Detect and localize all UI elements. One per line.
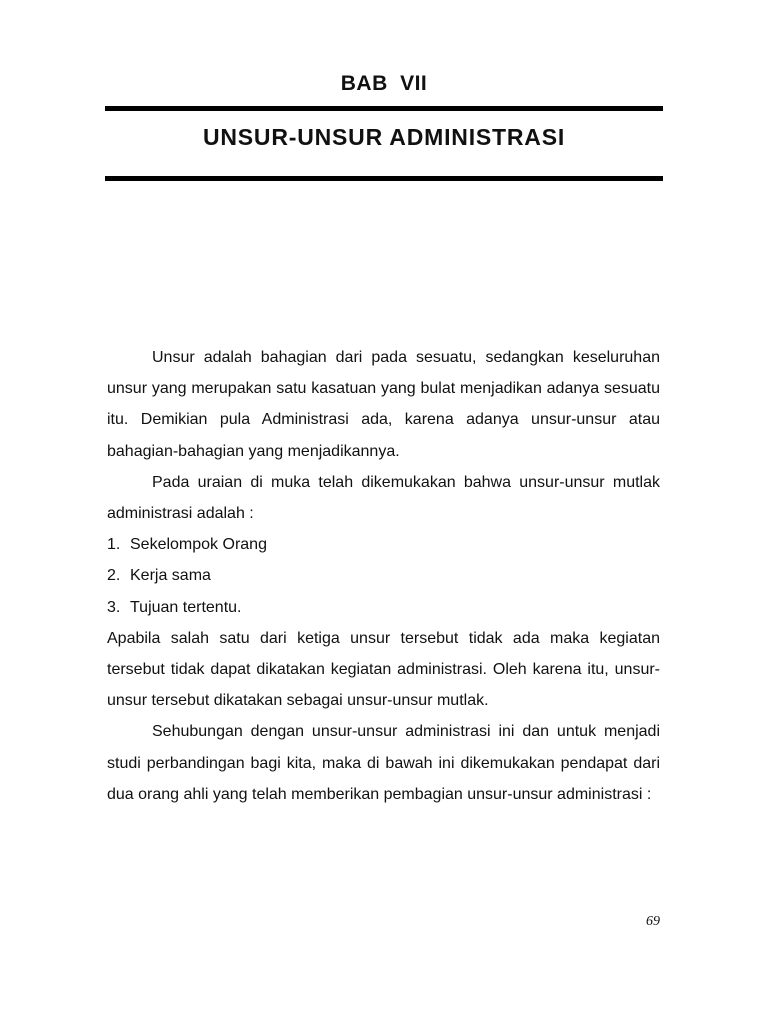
list-item [107,529,660,560]
body-text [107,342,660,810]
list-item [107,560,660,591]
list-text: Sekelompok Orang [130,536,267,554]
list-text: Tujuan tertentu. [130,598,242,616]
list-number: 3. [107,598,121,616]
paragraph-3: Apabila salah satu dari ketiga unsur tersebut tidak ada maka kegiatan tersebut tidak dapat dikatakan kegiatan administrasi. Oleh karena itu, unsur-unsur tersebut dikatakan sebagai unsur-unsur mutlak. [107,629,660,710]
top-rule [105,106,663,111]
list-text: Kerja sama [130,567,211,585]
list-number: 2. [107,567,121,585]
list-number: 1. [107,536,121,554]
bottom-rule [105,176,663,181]
paragraph-4: Sehubungan dengan unsur-unsur administrasi ini dan untuk menjadi studi perbandingan bagi kita, maka di bawah ini dikemukakan pendapat dari dua orang ahli yang telah memberikan pembagian unsur-unsur administrasi : [107,723,660,803]
page-number: 69 [646,914,660,929]
chapter-heading: BAB VII [340,72,428,95]
list-item [107,592,660,623]
chapter-title: UNSUR-UNSUR ADMINISTRASI [202,124,566,150]
paragraph-2: Pada uraian di muka telah dikemukakan bahwa unsur-unsur mutlak administrasi adalah : [107,473,660,523]
paragraph-1: Unsur adalah bahagian dari pada sesuatu, sedangkan keseluruhan unsur yang merupakan satu kasatuan yang bulat menjadikan adanya sesuatu itu. Demikian pula Administrasi ada, karena adanya unsur-unsur atau bahagian-bahagian yang menjadikannya. [107,349,660,460]
